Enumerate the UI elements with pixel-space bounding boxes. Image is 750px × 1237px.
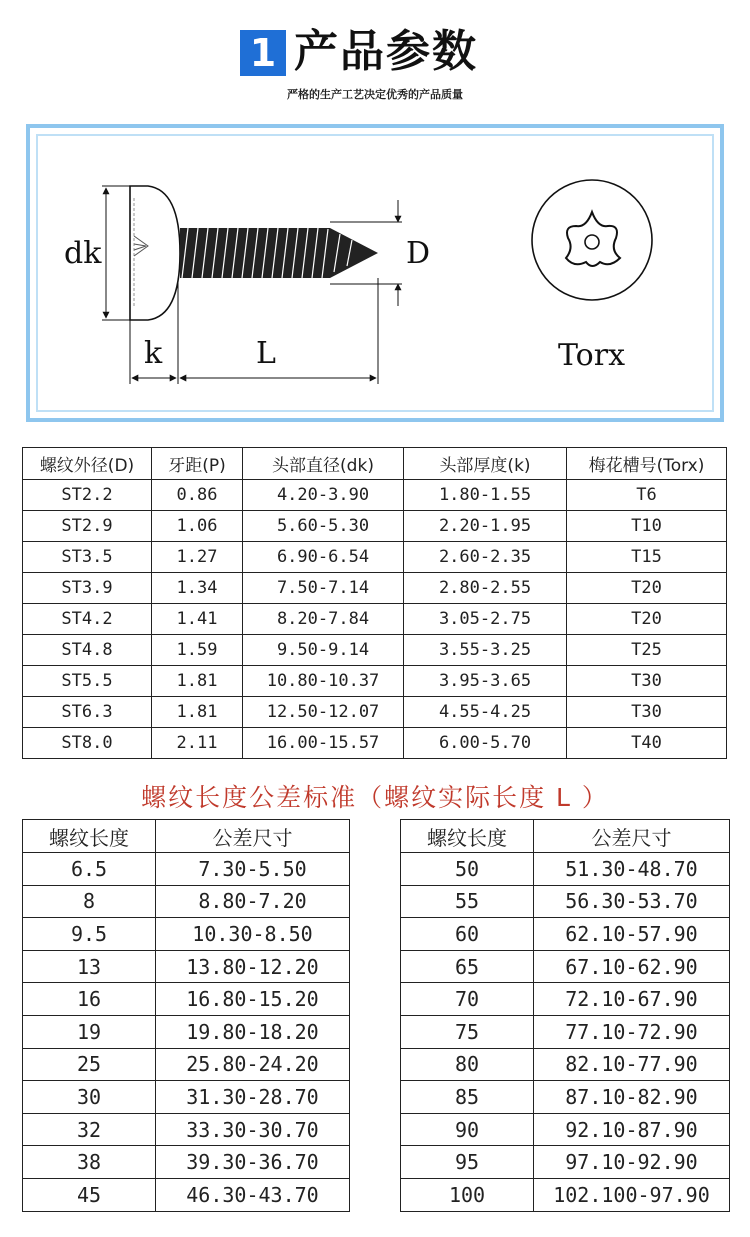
table-cell: 100 bbox=[401, 1178, 534, 1211]
table-cell: 7.50-7.14 bbox=[243, 573, 404, 604]
table-cell: 80 bbox=[401, 1048, 534, 1081]
table-cell: 65 bbox=[401, 950, 534, 983]
label-L: L bbox=[256, 336, 276, 371]
tolerance-table-row bbox=[401, 1081, 730, 1114]
table-cell: 1.27 bbox=[152, 542, 243, 573]
table-cell: 1.06 bbox=[152, 511, 243, 542]
tolerance-table-row bbox=[401, 853, 730, 886]
table-cell: 8 bbox=[23, 885, 156, 918]
table-cell: 67.10-62.90 bbox=[534, 950, 730, 983]
table-cell: 3.95-3.65 bbox=[404, 666, 567, 697]
table-cell: ST4.8 bbox=[23, 635, 152, 666]
spec-header-cell: 头部厚度(k) bbox=[404, 448, 567, 480]
table-cell: ST4.2 bbox=[23, 604, 152, 635]
table-cell: 16.00-15.57 bbox=[243, 728, 404, 759]
table-cell: 19 bbox=[23, 1015, 156, 1048]
tolerance-table-row bbox=[23, 918, 350, 951]
table-cell: ST6.3 bbox=[23, 697, 152, 728]
table-cell: 90 bbox=[401, 1113, 534, 1146]
table-cell: ST8.0 bbox=[23, 728, 152, 759]
table-cell: 77.10-72.90 bbox=[534, 1015, 730, 1048]
table-cell: 31.30-28.70 bbox=[156, 1081, 350, 1114]
section-subtitle: 严格的生产工艺决定优秀的产品质量 bbox=[287, 88, 463, 101]
label-k: k bbox=[144, 336, 163, 371]
table-cell: 0.86 bbox=[152, 480, 243, 511]
table-cell: 3.05-2.75 bbox=[404, 604, 567, 635]
tolerance-table-row bbox=[23, 983, 350, 1016]
table-cell: 60 bbox=[401, 918, 534, 951]
table-cell: 2.20-1.95 bbox=[404, 511, 567, 542]
table-cell: 56.30-53.70 bbox=[534, 885, 730, 918]
tolerance-header-cell: 螺纹长度 bbox=[401, 820, 534, 853]
table-cell: 1.59 bbox=[152, 635, 243, 666]
section-title: 产品参数 bbox=[294, 26, 478, 77]
table-cell: 33.30-30.70 bbox=[156, 1113, 350, 1146]
table-cell: 50 bbox=[401, 853, 534, 886]
table-cell: 3.55-3.25 bbox=[404, 635, 567, 666]
table-cell: 51.30-48.70 bbox=[534, 853, 730, 886]
table-cell: 7.30-5.50 bbox=[156, 853, 350, 886]
table-cell: 16.80-15.20 bbox=[156, 983, 350, 1016]
table-cell: ST2.2 bbox=[23, 480, 152, 511]
table-cell: 75 bbox=[401, 1015, 534, 1048]
table-cell: 39.30-36.70 bbox=[156, 1146, 350, 1179]
tolerance-table-row bbox=[401, 1048, 730, 1081]
table-cell: ST2.9 bbox=[23, 511, 152, 542]
tolerance-table-row bbox=[401, 1146, 730, 1179]
table-cell: T20 bbox=[567, 573, 727, 604]
tolerance-table-row bbox=[401, 918, 730, 951]
table-cell: 30 bbox=[23, 1081, 156, 1114]
tolerance-table-row bbox=[401, 950, 730, 983]
torx-head-view bbox=[532, 180, 652, 300]
spec-table-row bbox=[23, 697, 727, 728]
table-cell: 97.10-92.90 bbox=[534, 1146, 730, 1179]
table-cell: 8.20-7.84 bbox=[243, 604, 404, 635]
tolerance-table-row bbox=[23, 1081, 350, 1114]
table-cell: 87.10-82.90 bbox=[534, 1081, 730, 1114]
table-cell: 1.81 bbox=[152, 697, 243, 728]
screw-head bbox=[130, 186, 180, 320]
tolerance-table-row bbox=[23, 853, 350, 886]
table-cell: 45 bbox=[23, 1178, 156, 1211]
table-cell: T10 bbox=[567, 511, 727, 542]
tolerance-header-row bbox=[401, 820, 730, 853]
table-cell: 95 bbox=[401, 1146, 534, 1179]
screw-dimension-diagram bbox=[26, 124, 724, 422]
spec-table-row bbox=[23, 604, 727, 635]
table-cell: 4.20-3.90 bbox=[243, 480, 404, 511]
table-cell: 9.50-9.14 bbox=[243, 635, 404, 666]
table-cell: 2.80-2.55 bbox=[404, 573, 567, 604]
table-cell: 9.5 bbox=[23, 918, 156, 951]
tolerance-table-row bbox=[401, 1178, 730, 1211]
tolerance-header-cell: 公差尺寸 bbox=[156, 820, 350, 853]
table-cell: 1.41 bbox=[152, 604, 243, 635]
spec-header-cell: 梅花槽号(Torx) bbox=[567, 448, 727, 480]
table-cell: 16 bbox=[23, 983, 156, 1016]
tolerance-table-row bbox=[401, 983, 730, 1016]
table-cell: ST3.5 bbox=[23, 542, 152, 573]
table-cell: 5.60-5.30 bbox=[243, 511, 404, 542]
table-cell: 6.5 bbox=[23, 853, 156, 886]
table-cell: 70 bbox=[401, 983, 534, 1016]
table-cell: T40 bbox=[567, 728, 727, 759]
tolerance-header-row bbox=[23, 820, 350, 853]
table-cell: 72.10-67.90 bbox=[534, 983, 730, 1016]
tolerance-title: 螺纹长度公差标准（螺纹实际长度 L ） bbox=[141, 783, 609, 812]
label-D: D bbox=[406, 236, 431, 271]
table-cell: 25.80-24.20 bbox=[156, 1048, 350, 1081]
table-cell: 13 bbox=[23, 950, 156, 983]
spec-table-row bbox=[23, 573, 727, 604]
table-cell: 19.80-18.20 bbox=[156, 1015, 350, 1048]
tolerance-header-cell: 螺纹长度 bbox=[23, 820, 156, 853]
table-cell: 6.00-5.70 bbox=[404, 728, 567, 759]
tolerance-header-cell: 公差尺寸 bbox=[534, 820, 730, 853]
tolerance-table-row bbox=[23, 1146, 350, 1179]
spec-header-cell: 牙距(P) bbox=[152, 448, 243, 480]
tolerance-table-row bbox=[23, 1113, 350, 1146]
table-cell: 2.60-2.35 bbox=[404, 542, 567, 573]
label-dk: dk bbox=[64, 236, 102, 271]
tolerance-table-row bbox=[401, 885, 730, 918]
table-cell: 2.11 bbox=[152, 728, 243, 759]
table-cell: 12.50-12.07 bbox=[243, 697, 404, 728]
table-cell: 1.80-1.55 bbox=[404, 480, 567, 511]
table-cell: 46.30-43.70 bbox=[156, 1178, 350, 1211]
table-cell: ST5.5 bbox=[23, 666, 152, 697]
table-cell: 10.30-8.50 bbox=[156, 918, 350, 951]
table-cell: 1.34 bbox=[152, 573, 243, 604]
spec-table-row bbox=[23, 666, 727, 697]
table-cell: T30 bbox=[567, 666, 727, 697]
table-cell: T30 bbox=[567, 697, 727, 728]
table-cell: 1.81 bbox=[152, 666, 243, 697]
table-cell: T6 bbox=[567, 480, 727, 511]
spec-table-row bbox=[23, 728, 727, 759]
table-cell: 6.90-6.54 bbox=[243, 542, 404, 573]
tolerance-table-row bbox=[23, 950, 350, 983]
table-cell: ST3.9 bbox=[23, 573, 152, 604]
table-cell: 32 bbox=[23, 1113, 156, 1146]
table-cell: 55 bbox=[401, 885, 534, 918]
table-cell: 102.100-97.90 bbox=[534, 1178, 730, 1211]
screw-shank bbox=[180, 228, 378, 278]
tolerance-table-row bbox=[23, 1178, 350, 1211]
tolerance-table-right bbox=[400, 819, 730, 1212]
dimension-dk bbox=[102, 186, 130, 320]
table-cell: 62.10-57.90 bbox=[534, 918, 730, 951]
spec-table-row bbox=[23, 635, 727, 666]
spec-table-row bbox=[23, 480, 727, 511]
spec-table-header-row bbox=[23, 448, 727, 480]
table-cell: 82.10-77.90 bbox=[534, 1048, 730, 1081]
table-cell: 8.80-7.20 bbox=[156, 885, 350, 918]
table-cell: 4.55-4.25 bbox=[404, 697, 567, 728]
table-cell: T20 bbox=[567, 604, 727, 635]
spec-header-cell: 头部直径(dk) bbox=[243, 448, 404, 480]
section-header bbox=[0, 22, 750, 82]
table-cell: 92.10-87.90 bbox=[534, 1113, 730, 1146]
table-cell: 13.80-12.20 bbox=[156, 950, 350, 983]
table-cell: 10.80-10.37 bbox=[243, 666, 404, 697]
tolerance-table-row bbox=[23, 1015, 350, 1048]
table-cell: 25 bbox=[23, 1048, 156, 1081]
table-cell: T25 bbox=[567, 635, 727, 666]
spec-table bbox=[22, 447, 727, 759]
spec-table-row bbox=[23, 542, 727, 573]
tolerance-table-row bbox=[23, 1048, 350, 1081]
spec-table-row bbox=[23, 511, 727, 542]
screw-drawing bbox=[30, 128, 720, 418]
table-cell: 38 bbox=[23, 1146, 156, 1179]
table-cell: T15 bbox=[567, 542, 727, 573]
label-torx: Torx bbox=[558, 338, 626, 373]
tolerance-table-row bbox=[401, 1015, 730, 1048]
section-number-badge: 1 bbox=[240, 30, 286, 76]
spec-header-cell: 螺纹外径(D) bbox=[23, 448, 152, 480]
table-cell: 85 bbox=[401, 1081, 534, 1114]
tolerance-table-left bbox=[22, 819, 350, 1212]
tolerance-table-row bbox=[401, 1113, 730, 1146]
tolerance-table-row bbox=[23, 885, 350, 918]
